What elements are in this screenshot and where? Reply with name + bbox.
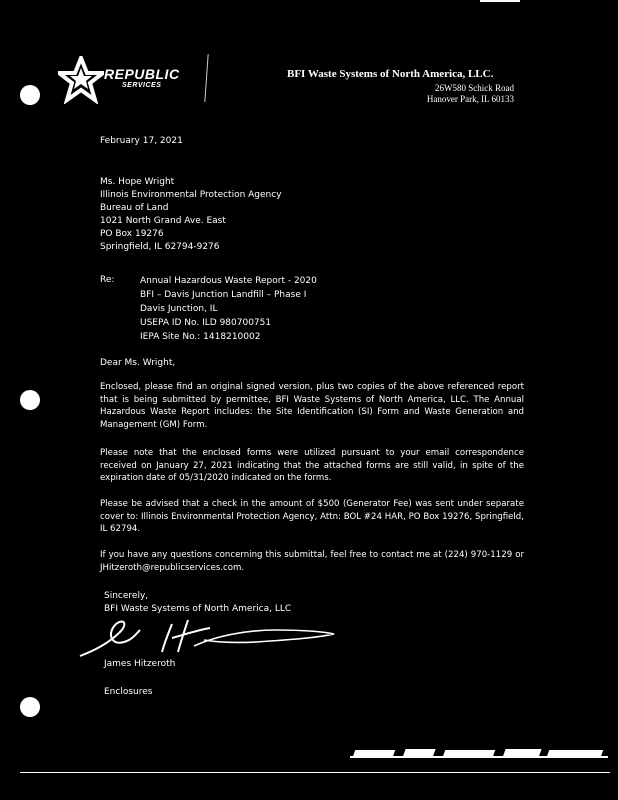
recipient-line: Ms. Hope Wright: [100, 177, 175, 187]
re-subject: [140, 274, 317, 344]
republic-services-logo: [58, 56, 208, 104]
binder-hole: [20, 697, 40, 717]
logo-subtitle: SERVICES: [122, 82, 162, 89]
paragraph: Please note that the enclosed forms were utilized pursuant to your email correspondence received on January 27, 2021 indicating that the attached forms are still valid, in spite of the expiration date of 05/31/2020 indicated on the forms.: [100, 448, 524, 483]
recipient-line: 1021 North Grand Ave. East: [100, 216, 226, 226]
scan-artifact-bar: [350, 748, 608, 764]
re-line: IEPA Site No.: 1418210002: [140, 332, 261, 342]
paragraph: If you have any questions concerning this submittal, feel free to contact me at (224) 970-1129 or JHitzeroth@republicservices.com.: [100, 550, 524, 573]
binder-hole: [20, 85, 40, 105]
address-street: 26W580 Schick Road: [435, 83, 514, 93]
letter-date: February 17, 2021: [100, 136, 183, 146]
enclosures-note: Enclosures: [104, 687, 153, 697]
recipient-line: PO Box 19276: [100, 229, 164, 239]
company-name: BFI Waste Systems of North America, LLC.: [287, 68, 494, 80]
re-line: BFI – Davis Junction Landfill – Phase I: [140, 290, 307, 300]
closing-company: BFI Waste Systems of North America, LLC: [104, 604, 292, 614]
re-line: Davis Junction, IL: [140, 304, 218, 314]
recipient-address: [100, 176, 282, 254]
recipient-line: Illinois Environmental Protection Agency: [100, 190, 282, 200]
recipient-line: Springfield, IL 62794-9276: [100, 242, 220, 252]
paragraph: Enclosed, please find an original signed version, plus two copies of the above referenced report that is being submitted by permittee, BFI Waste Systems of North America, LLC. The Annual Hazardous Waste Report includes: the Site Identification (SI) Form and Waste Generation and Management (GM) Form.: [100, 382, 524, 430]
signer-name: James Hitzeroth: [104, 659, 176, 669]
scan-artifact-rule: [20, 772, 610, 773]
paragraph: Please be advised that a check in the amount of $500 (Generator Fee) was sent under separate cover to: Illinois Environmental Protection Agency, Attn: BOL #24 HAR, PO Box 19276, Springfield, IL 62794.: [100, 499, 524, 534]
logo-wordmark: REPUBLIC: [104, 66, 180, 82]
re-line: Annual Hazardous Waste Report - 2020: [140, 276, 317, 286]
republic-star-icon: [58, 56, 104, 104]
address-city: Hanover Park, IL 60133: [426, 94, 514, 104]
scan-mark: [480, 0, 520, 2]
salutation: Dear Ms. Wright,: [100, 358, 176, 368]
closing-sincerely: Sincerely,: [104, 591, 149, 601]
re-label: Re:: [100, 275, 115, 285]
handwritten-signature: [76, 612, 338, 662]
re-line: USEPA ID No. ILD 980700751: [140, 318, 272, 328]
binder-hole: [20, 390, 40, 410]
recipient-line: Bureau of Land: [100, 203, 169, 213]
